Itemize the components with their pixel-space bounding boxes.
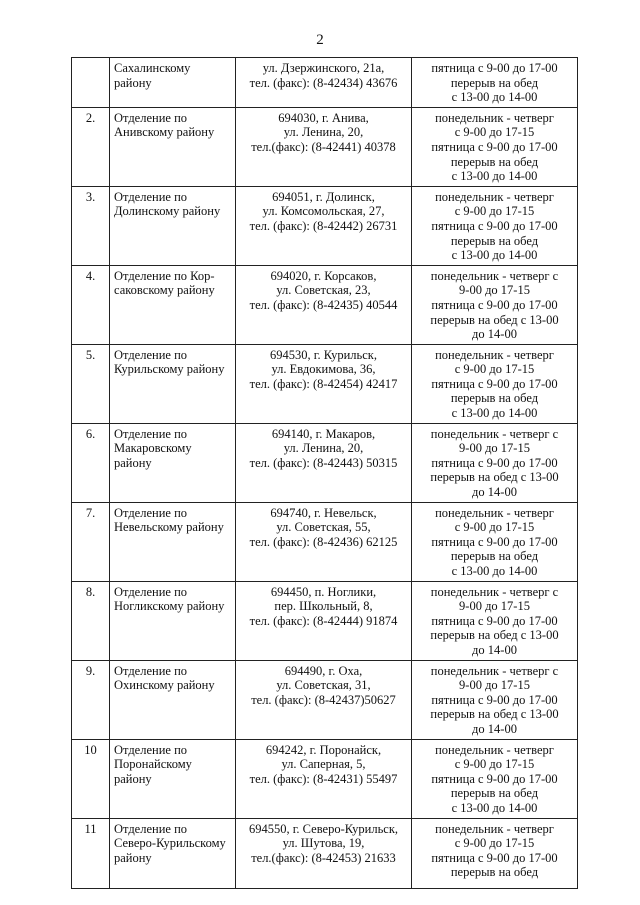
office-address-line: ул. Ленина, 20, [283, 441, 364, 456]
office-address-line: пер. Школьный, 8, [274, 599, 373, 614]
office-hours-line: пятница с 9-00 до 17-00 [431, 613, 558, 628]
office-address-line: тел.(факс): (8-42453) 21633 [251, 850, 396, 865]
office-hours-line: понедельник - четверг [435, 110, 554, 125]
office-address-line: 694020, г. Корсаков, [270, 268, 377, 283]
table-row [72, 818, 578, 888]
office-hours-line: пятница с 9-00 до 17-00 [431, 376, 558, 391]
office-hours-line: пятница с 9-00 до 17-00 [431, 297, 558, 312]
office-address-line: 694242, г. Поронайск, [265, 742, 382, 757]
office-hours-line: понедельник - четверг [435, 189, 554, 204]
office-address [236, 739, 412, 818]
office-hours-line: с 13-00 до 14-00 [451, 169, 538, 184]
office-hours-line: с 13-00 до 14-00 [451, 406, 538, 421]
row-number: 7. [72, 502, 110, 581]
office-hours-line: до 14-00 [472, 721, 517, 736]
office-hours-line: пятница с 9-00 до 17-00 [431, 139, 558, 154]
office-hours-line: понедельник - четверг [435, 742, 554, 757]
office-hours [412, 423, 578, 502]
office-name-line: Отделение по [114, 347, 188, 362]
office-address-line: 694051, г. Долинск, [272, 189, 375, 204]
office-name-line: Охинскому району [114, 678, 215, 693]
office-hours [412, 818, 578, 888]
office-hours-line: перерыв на обед с 13-00 [430, 312, 559, 327]
office-hours-line: понедельник - четверг с [430, 268, 559, 283]
office-name [110, 344, 236, 423]
office-hours-line: перерыв на обед с 13-00 [430, 628, 559, 643]
office-address [236, 107, 412, 186]
office-hours-line: с 13-00 до 14-00 [451, 90, 538, 105]
office-hours-line: с 13-00 до 14-00 [451, 800, 538, 815]
office-address [236, 423, 412, 502]
office-name [110, 186, 236, 265]
office-address-line: тел. (факс): (8-42443) 50315 [249, 455, 398, 470]
office-name-line: Ногликскому району [114, 599, 225, 614]
office-name-line: району [114, 75, 152, 90]
office-hours-line: 9-00 до 17-15 [459, 441, 530, 456]
office-hours-line: понедельник - четверг с [430, 584, 559, 599]
table-row [72, 344, 578, 423]
office-address-line: 694530, г. Курильск, [270, 347, 377, 362]
office-hours-line: с 9-00 до 17-15 [454, 520, 535, 535]
office-hours [412, 502, 578, 581]
office-name [110, 58, 236, 108]
office-hours-line: с 9-00 до 17-15 [454, 757, 535, 772]
office-hours-line: с 9-00 до 17-15 [454, 836, 535, 851]
office-hours [412, 581, 578, 660]
office-name-line: Отделение по [114, 742, 188, 757]
office-address-line: ул. Евдокимова, 36, [271, 362, 376, 377]
office-address-line: тел. (факс): (8-42444) 91874 [249, 613, 398, 628]
office-hours-line: перерыв на обед [450, 233, 539, 248]
office-address-line: ул. Комсомольская, 27, [262, 204, 385, 219]
office-hours-line: перерыв на обед [450, 75, 539, 90]
office-address-line: ул. Шутова, 19, [282, 836, 365, 851]
office-hours-line: 9-00 до 17-15 [459, 599, 530, 614]
office-address-line: тел.(факс): (8-42441) 40378 [251, 139, 396, 154]
row-number: 10 [72, 739, 110, 818]
office-hours-line: 9-00 до 17-15 [459, 678, 530, 693]
office-address-line: тел. (факс): (8-42431) 55497 [249, 771, 398, 786]
office-hours-line: с 13-00 до 14-00 [451, 248, 538, 263]
office-hours-line: перерыв на обед [450, 786, 539, 801]
table-row [72, 186, 578, 265]
office-hours [412, 58, 578, 108]
office-name-line: Сахалинскому [114, 61, 191, 75]
office-hours-line: перерыв на обед с 13-00 [430, 470, 559, 485]
offices-table-body [72, 58, 578, 889]
office-address-line: 694450, п. Ноглики, [270, 584, 377, 599]
office-hours [412, 344, 578, 423]
office-address-line: 694140, г. Макаров, [271, 426, 376, 441]
office-address-line: 694030, г. Анива, [278, 110, 369, 125]
office-name-line: Отделение по Кор- [114, 268, 215, 283]
office-hours-line: пятница с 9-00 до 17-00 [431, 692, 558, 707]
row-number: 3. [72, 186, 110, 265]
office-hours-line: с 13-00 до 14-00 [451, 564, 538, 578]
office-name-line: Отделение по [114, 110, 188, 125]
row-number: 9. [72, 660, 110, 739]
office-name [110, 660, 236, 739]
office-address-line: ул. Советская, 23, [276, 283, 371, 298]
office-name-line: Отделение по [114, 426, 188, 441]
office-hours-line: с 9-00 до 17-15 [454, 362, 535, 377]
office-address-line: тел. (факс): (8-42436) 62125 [249, 534, 398, 549]
office-name [110, 502, 236, 581]
table-row [72, 265, 578, 344]
office-hours-line: перерыв на обед [450, 549, 539, 564]
office-address-line: 694740, г. Невельск, [270, 505, 377, 520]
office-hours-line: с 9-00 до 17-15 [454, 204, 535, 219]
office-name-line: Анивскому району [114, 125, 215, 140]
table-row [72, 58, 578, 108]
office-name-line: Северо-Курильскому [114, 836, 226, 851]
office-hours-line: понедельник - четверг [435, 505, 554, 520]
office-hours [412, 660, 578, 739]
office-name [110, 265, 236, 344]
page-number: 2 [316, 32, 324, 48]
office-address [236, 344, 412, 423]
office-address [236, 818, 412, 888]
office-name-line: саковскому району [114, 283, 215, 298]
office-address-line: ул. Советская, 31, [276, 678, 371, 693]
office-hours [412, 739, 578, 818]
office-hours-line: понедельник - четверг [435, 347, 554, 362]
office-address-line: ул. Советская, 55, [276, 520, 371, 535]
table-row [72, 107, 578, 186]
office-hours-line: перерыв на обед [450, 865, 539, 880]
table-row [72, 502, 578, 581]
row-number [72, 58, 110, 108]
office-address-line: ул. Саперная, 5, [281, 757, 366, 772]
office-name [110, 423, 236, 502]
table-row [72, 660, 578, 739]
office-hours [412, 265, 578, 344]
office-hours-line: пятница с 9-00 до 17-00 [431, 218, 558, 233]
row-number: 4. [72, 265, 110, 344]
office-hours-line: пятница с 9-00 до 17-00 [431, 850, 558, 865]
row-number: 11 [72, 818, 110, 888]
office-name-line: Курильскому району [114, 362, 225, 377]
office-address [236, 265, 412, 344]
office-name-line: Долинскому району [114, 204, 221, 219]
office-hours-line: пятница с 9-00 до 17-00 [431, 771, 558, 786]
office-address-line: 694550, г. Северо-Курильск, [248, 821, 399, 836]
office-hours-line: пятница с 9-00 до 17-00 [431, 455, 558, 470]
row-number: 8. [72, 581, 110, 660]
office-hours-line: перерыв на обед с 13-00 [430, 707, 559, 722]
office-name [110, 739, 236, 818]
office-address [236, 186, 412, 265]
table-row [72, 581, 578, 660]
office-address [236, 502, 412, 581]
office-hours-line: понедельник - четверг [435, 821, 554, 836]
office-hours-line: перерыв на обед [450, 391, 539, 406]
table-row [72, 423, 578, 502]
office-address-line: ул. Дзержинского, 21а, [262, 61, 385, 75]
office-name [110, 581, 236, 660]
office-hours-line: до 14-00 [472, 485, 517, 500]
office-name-line: Отделение по [114, 663, 188, 678]
office-name-line: Поронайскому [114, 757, 192, 772]
office-name-line: Отделение по [114, 505, 188, 520]
office-hours-line: до 14-00 [472, 642, 517, 657]
row-number: 5. [72, 344, 110, 423]
office-name [110, 818, 236, 888]
office-address [236, 58, 412, 108]
row-number: 6. [72, 423, 110, 502]
office-name-line: Макаровскому [114, 441, 192, 456]
office-name-line: району [114, 455, 152, 470]
table-row [72, 739, 578, 818]
office-name [110, 107, 236, 186]
office-address-line: тел. (факс): (8-42442) 26731 [249, 218, 398, 233]
office-hours-line: пятница с 9-00 до 17-00 [431, 61, 558, 75]
office-name-line: району [114, 771, 152, 786]
office-hours-line: пятница с 9-00 до 17-00 [431, 534, 558, 549]
row-number: 2. [72, 107, 110, 186]
office-hours [412, 107, 578, 186]
office-address [236, 581, 412, 660]
office-hours-line: 9-00 до 17-15 [459, 283, 530, 298]
office-hours-line: с 9-00 до 17-15 [454, 125, 535, 140]
office-address-line: ул. Ленина, 20, [283, 125, 364, 140]
office-hours-line: понедельник - четверг с [430, 426, 559, 441]
office-hours-line: перерыв на обед [450, 154, 539, 169]
office-hours-line: понедельник - четверг с [430, 663, 559, 678]
office-address-line: тел. (факс): (8-42437)50627 [251, 692, 396, 707]
office-address-line: тел. (факс): (8-42434) 43676 [249, 75, 398, 90]
office-hours [412, 186, 578, 265]
office-name-line: Отделение по [114, 189, 188, 204]
offices-table [71, 57, 578, 889]
office-name-line: Отделение по [114, 821, 188, 836]
office-name-line: Невельскому району [114, 520, 224, 535]
office-name-line: Отделение по [114, 584, 188, 599]
office-hours-line: до 14-00 [472, 327, 517, 342]
office-address [236, 660, 412, 739]
office-address-line: тел. (факс): (8-42435) 40544 [249, 297, 398, 312]
office-name-line: району [114, 850, 152, 865]
office-address-line: 694490, г. Оха, [284, 663, 363, 678]
office-address-line: тел. (факс): (8-42454) 42417 [249, 376, 398, 391]
